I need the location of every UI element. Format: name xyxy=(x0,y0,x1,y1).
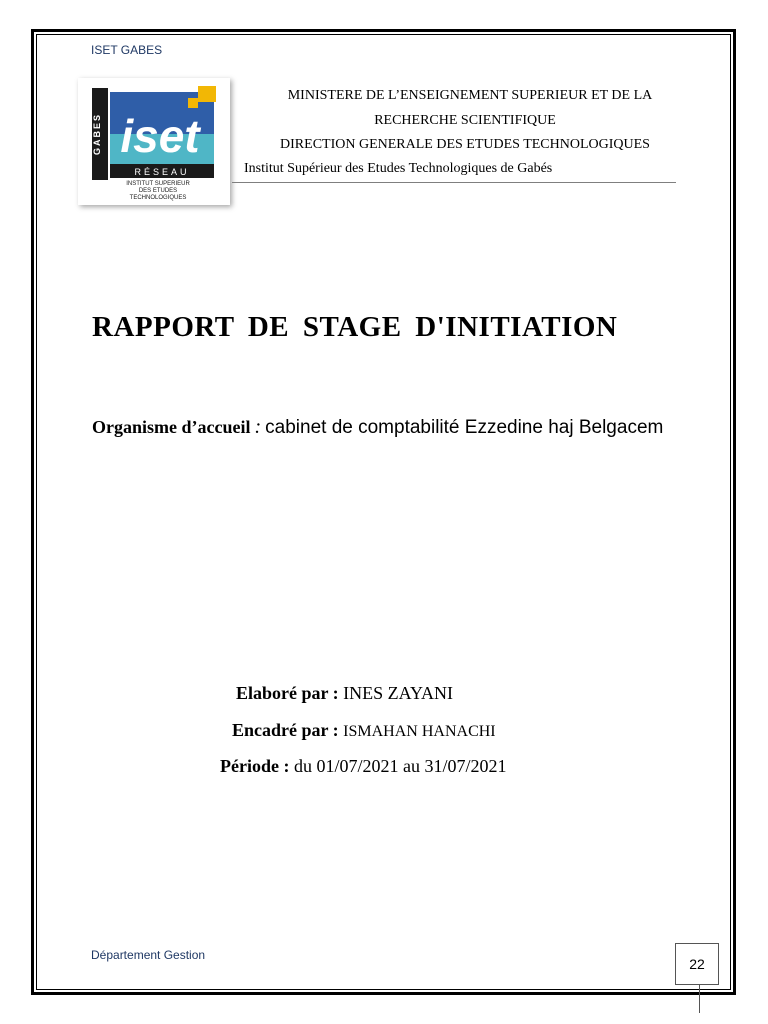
page-number-tail xyxy=(699,985,700,1013)
period-value: du 01/07/2021 au 31/07/2021 xyxy=(293,756,507,776)
author-label: Elaboré par : xyxy=(236,683,339,703)
footer-department: Département Gestion xyxy=(91,948,206,962)
supervisor-name: ISMAHAN HANACHI xyxy=(343,723,496,740)
host-organisation-value: cabinet de comptabilité Ezzedine haj Belgacem xyxy=(265,417,664,438)
logo-caption-line3: TECHNOLOGIQUES xyxy=(129,195,187,201)
logo-caption-line2: DES ETUDES xyxy=(138,188,178,194)
host-organisation xyxy=(92,414,672,442)
period-label: Période : xyxy=(220,756,290,776)
logo-side-text: GABES xyxy=(92,112,102,156)
author-name: INES ZAYANI xyxy=(343,683,454,703)
page-number-box xyxy=(675,943,719,985)
supervisor-line xyxy=(232,720,496,741)
school-header-label: ISET GABES xyxy=(91,43,163,57)
page-number: 22 xyxy=(689,956,705,972)
host-organisation-colon: : xyxy=(254,416,262,438)
author-line xyxy=(236,683,453,704)
logo-caption-line1: INSTITUT SUPERIEUR xyxy=(126,181,190,187)
logo-wordmark: iset xyxy=(120,110,200,162)
supervisor-label: Encadré par : xyxy=(232,720,339,740)
ministry-line-1: MINISTERE DE L’ENSEIGNEMENT SUPERIEUR ET DE LA xyxy=(287,88,653,103)
report-title: RAPPORT DE STAGE D'INITIATION xyxy=(92,311,618,343)
ministry-line-2: RECHERCHE SCIENTIFIQUE xyxy=(374,113,556,128)
period-line xyxy=(220,756,506,777)
ministry-line-3: DIRECTION GENERALE DES ETUDES TECHNOLOGIQUES xyxy=(280,137,650,152)
logo-yellow-square xyxy=(198,86,216,102)
header-rule xyxy=(232,182,676,183)
host-organisation-label: Organisme d’accueil xyxy=(92,417,251,437)
logo-network-text: RÉSEAU xyxy=(134,167,190,177)
iset-logo xyxy=(78,78,230,205)
institute-name: Institut Supérieur des Etudes Technologiques de Gabés xyxy=(244,161,553,176)
